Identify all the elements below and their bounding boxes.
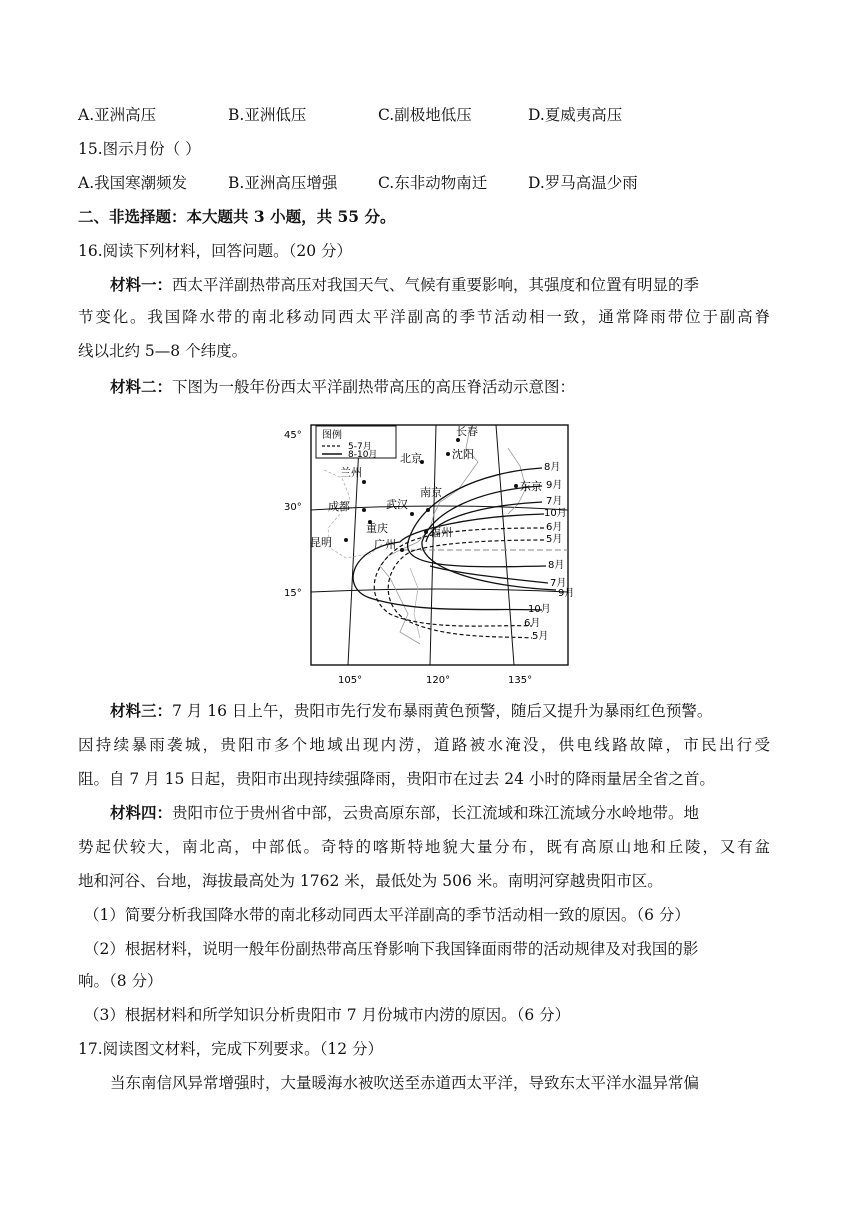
q15-stem: 15.图示月份（ ） (78, 140, 201, 158)
lon-line-105 (348, 425, 360, 665)
legend-title: 图例 (322, 430, 342, 441)
lat-label-30: 30° (284, 502, 302, 513)
q16-material2-text: 下图为一般年份西太平洋副热带高压的高压脊活动示意图： (172, 378, 576, 396)
city-guangzhou: 广州 (374, 538, 396, 551)
lat-label-15: 15° (284, 588, 302, 599)
q16-material3-text1: 7 月 16 日上午，贵阳市先行发布暴雨黄色预警，随后又提升为暴雨红色预警。 (172, 702, 713, 720)
lat-line-15 (311, 589, 568, 592)
q14-options (78, 104, 778, 126)
q16-material1-label: 材料一： (110, 275, 173, 294)
q16-material4-line1 (110, 802, 699, 824)
lon-label-105: 105° (338, 675, 363, 686)
q16-material3-line1 (110, 700, 712, 722)
city-changchun: 长春 (456, 425, 478, 438)
lat-label-45: 45° (284, 430, 302, 441)
label-jun-north: 6月 (546, 522, 563, 533)
q16-stem: 16.阅读下列材料，回答问题。（20 分） (78, 242, 353, 260)
q15-option-a: A.我国寒潮频发 (78, 174, 188, 192)
label-jul-north: 7月 (546, 496, 563, 507)
label-sep-north: 9月 (546, 480, 563, 491)
q17-stem: 17.阅读图文材料，完成下列要求。（12 分） (78, 1040, 384, 1058)
q15-options (78, 172, 778, 194)
legend-dashed-label: 5-7月 (348, 442, 372, 452)
q14-option-a: A.亚洲高压 (78, 106, 157, 124)
q15-option-b: B.亚洲高压增强 (228, 174, 338, 192)
label-aug-north: 8月 (544, 462, 561, 473)
label-may-south: 5月 (532, 631, 549, 642)
q16-material4-text1: 贵阳市位于贵州省中部，云贵高原东部，长江流域和珠江流域分水岭地带。地 (172, 804, 700, 822)
label-sep-south: 9月 (558, 588, 575, 599)
city-nanjing: 南京 (420, 486, 442, 499)
lon-label-120: 120° (426, 675, 451, 686)
city-dot-wuhan (410, 512, 414, 516)
city-chongqing: 重庆 (366, 522, 388, 535)
q15-option-d: D.罗马高温少雨 (528, 174, 638, 192)
label-jul-south: 7月 (550, 578, 567, 589)
city-kunming: 昆明 (310, 536, 332, 549)
label-aug-south: 8月 (548, 560, 565, 571)
q14-option-b: B.亚洲低压 (228, 106, 307, 124)
city-beijing: 北京 (400, 452, 422, 465)
city-dot-chengdu (362, 508, 366, 512)
q16-material4-label: 材料四： (110, 803, 173, 822)
legend-solid-label: 8-10月 (348, 450, 378, 460)
city-fuzhou: 福州 (430, 526, 452, 539)
subtropical-high-ridge-map (270, 418, 590, 690)
curve-oct-south (353, 542, 542, 610)
city-dot-shenyang (446, 452, 450, 456)
q16-material4-line2: 势起伏较大，南北高，中部低。奇特的喀斯特地貌大量分布，既有高原山地和丘陵，又有盆 (78, 838, 770, 856)
city-dot-kunming (344, 538, 348, 542)
q16-material2-label: 材料二： (110, 377, 173, 396)
label-oct-north: 10月 (544, 508, 567, 519)
label-jun-south: 6月 (524, 618, 541, 629)
city-dot-lanzhou (362, 480, 366, 484)
label-oct-south: 10月 (528, 604, 551, 615)
q16-sub2-line2: 响。（8 分） (78, 972, 163, 990)
city-dot-guangzhou (400, 548, 404, 552)
q16-material1-line2: 节变化。我国降水带的南北移动同西太平洋副高的季节活动相一致，通常降雨带位于副高脊 (78, 308, 770, 326)
q15-option-c: C.东非动物南迁 (378, 174, 488, 192)
dashed-curves (374, 528, 544, 638)
q14-option-c: C.副极地低压 (378, 106, 472, 124)
q16-sub1: （1）简要分析我国降水带的南北移动同西太平洋副高的季节活动相一致的原因。（6 分） (84, 906, 690, 924)
label-may-north: 5月 (546, 534, 563, 545)
city-dot-fuzhou (424, 530, 428, 534)
city-shenyang: 沈阳 (452, 448, 474, 461)
q17-line1: 当东南信风异常增强时，大量暖海水被吹送至赤道西太平洋，导致东太平洋水温异常偏 (110, 1074, 700, 1092)
q16-material1-line3: 线以北约 5—8 个纬度。 (78, 342, 248, 360)
q16-material4-line3: 地和河谷、台地，海拔最高处为 1762 米，最低处为 506 米。南明河穿越贵阳市区。 (78, 872, 663, 890)
city-dongjing: 东京 (520, 480, 542, 493)
city-wuhan: 武汉 (386, 498, 408, 511)
curve-jul-south (430, 566, 548, 583)
city-dot-dongjing (514, 484, 518, 488)
section2-title: 二、非选择题：本大题共 3 小题，共 55 分。 (78, 207, 396, 226)
island-coast (410, 568, 420, 638)
city-lanzhou: 兰州 (340, 466, 362, 479)
lon-label-135: 135° (508, 675, 533, 686)
city-dot-nanjing (426, 508, 430, 512)
q16-material1-text1: 西太平洋副热带高压对我国天气、气候有重要影响，其强度和位置有明显的季 (172, 276, 700, 294)
q16-material1-line1 (110, 274, 699, 296)
q16-sub2-line1: （2）根据材料，说明一般年份副热带高压脊影响下我国锋面雨带的活动规律及对我国的影 (84, 940, 699, 958)
city-dot-changchun (456, 438, 460, 442)
lon-line-135 (496, 425, 514, 665)
q14-option-d: D.夏威夷高压 (528, 106, 623, 124)
q16-material2-line (110, 376, 575, 398)
q16-material3-label: 材料三： (110, 701, 173, 720)
q16-material3-line2: 因持续暴雨袭城，贵阳市多个地域出现内涝，道路被水淹没，供电线路故障，市民出行受 (78, 736, 770, 754)
q16-sub3: （3）根据材料和所学知识分析贵阳市 7 月份城市内涝的原因。（6 分） (84, 1006, 571, 1024)
q16-material3-line3: 阻。自 7 月 15 日起，贵阳市出现持续强降雨，贵阳市在过去 24 小时的降雨量居全省之首。 (78, 770, 715, 788)
city-chengdu: 成都 (328, 500, 350, 513)
